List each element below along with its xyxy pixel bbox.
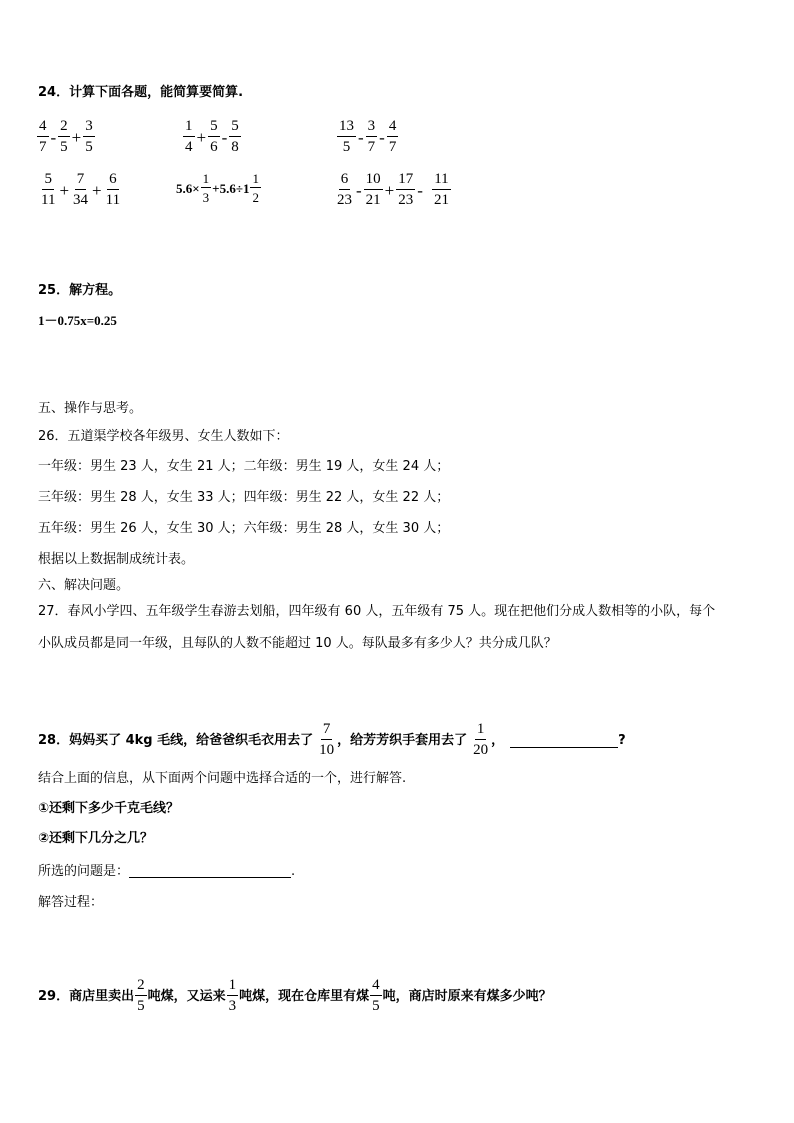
q24-expr-2: 1 4 + $\frac{5}{6}$ - 5 8 — [185, 118, 239, 155]
fraction: 6 23 — [337, 171, 352, 208]
fraction: $\frac{1}{3}$ — [202, 171, 210, 205]
fraction: 4 5 — [372, 977, 380, 1014]
q28-process-label: 解答过程： — [38, 895, 104, 910]
fraction: 1 20 — [473, 721, 489, 758]
q26-title: 26．五道渠学校各年级男、女生人数如下： — [38, 429, 289, 444]
fraction: 10 21 — [365, 171, 381, 208]
q28-option-2: ②还剩下几分之几？ — [38, 831, 154, 846]
q27-line-2: 小队成员都是同一年级，且每队的人数不能超过 10 人。每队最多有多少人？共分成几队？ — [38, 636, 557, 651]
q28-answer-blank[interactable] — [510, 733, 618, 748]
q26-instruction: 根据以上数据制成统计表。 — [38, 552, 195, 567]
fraction: 2 5 — [137, 977, 145, 1014]
section-5-heading: 五、操作与思考。 — [38, 401, 143, 416]
q28-chosen-blank[interactable] — [129, 864, 291, 878]
q26-line-3: 五年级：男生 26 人，女生 30 人；六年级：男生 28 人，女生 30 人； — [38, 521, 450, 536]
q28-option-1: ①还剩下多少千克毛线？ — [38, 801, 180, 816]
fraction: $\frac{7}{34}$ — [73, 171, 89, 208]
fraction: 1 4 — [185, 118, 193, 155]
fraction: 5 8 — [231, 118, 239, 155]
q27-line-1: 27．春风小学四、五年级学生春游去划船，四年级有 60 人，五年级有 75 人。现在把他们分成人数相等的小队，每个 — [38, 604, 716, 619]
fraction: 11 21 — [433, 171, 449, 208]
fraction: 13 5 — [339, 118, 354, 155]
q24-expr-5: 5.6× $\frac{1}{3}$ +5.6÷1 1 2 — [176, 171, 259, 205]
section-6-heading: 六、解决问题。 — [38, 578, 130, 593]
fraction: $\frac{5}{6}$ — [210, 118, 218, 155]
fraction: 4 7 — [388, 118, 397, 155]
fraction: 3 7 — [367, 118, 376, 155]
q24-expr-3: 13 5 - 3 7 - 4 7 — [339, 118, 397, 155]
fraction: 1 3 — [228, 977, 237, 1014]
fraction: $\frac{17}{23}$ — [398, 171, 414, 208]
q28-chosen-question: 所选的问题是： . — [38, 864, 296, 879]
fraction: 1 2 — [252, 171, 259, 205]
fraction: 2 5 — [60, 118, 68, 155]
fraction: 5 11 — [41, 171, 56, 208]
q24-expr-4: 5 11 + $\frac{7}{34}$ + $\frac{6}{11}$ — [41, 171, 121, 208]
q24-expr-6: 6 23 - 10 21 + $\frac{17}{23}$ - 11 21 — [337, 171, 449, 208]
fraction: 7 10 — [319, 721, 335, 758]
q29-question: 29．商店里卖出 2 5 吨煤，又运来 1 3 吨煤，现在仓库里有煤 4 5 吨，商店时原来有煤多少吨？ — [38, 977, 552, 1014]
q26-line-2: 三年级：男生 28 人，女生 33 人；四年级：男生 22 人，女生 22 人； — [38, 490, 450, 505]
fraction: $\frac{6}{11}$ — [105, 171, 121, 208]
q28-line-2: 结合上面的信息，从下面两个问题中选择合适的一个，进行解答. — [38, 771, 407, 786]
q28-question: 28．妈妈买了 4kg 毛线，给爸爸织毛衣用去了 7 10 ，给芳芳织手套用去了 1 20 ， ? — [38, 721, 626, 758]
q24-expr-1: 4 7 - 2 5 + $\frac{3}{5}$ — [39, 118, 93, 155]
fraction: $\frac{3}{5}$ — [85, 118, 93, 155]
q25-equation: 1－0.75x=0.25 — [38, 313, 117, 328]
q25-title: 25．解方程。 — [38, 283, 122, 298]
fraction: 4 7 — [39, 118, 47, 155]
q24-title: 24．计算下面各题，能简算要简算. — [38, 85, 244, 100]
q26-line-1: 一年级：男生 23 人，女生 21 人；二年级：男生 19 人，女生 24 人； — [38, 459, 450, 474]
